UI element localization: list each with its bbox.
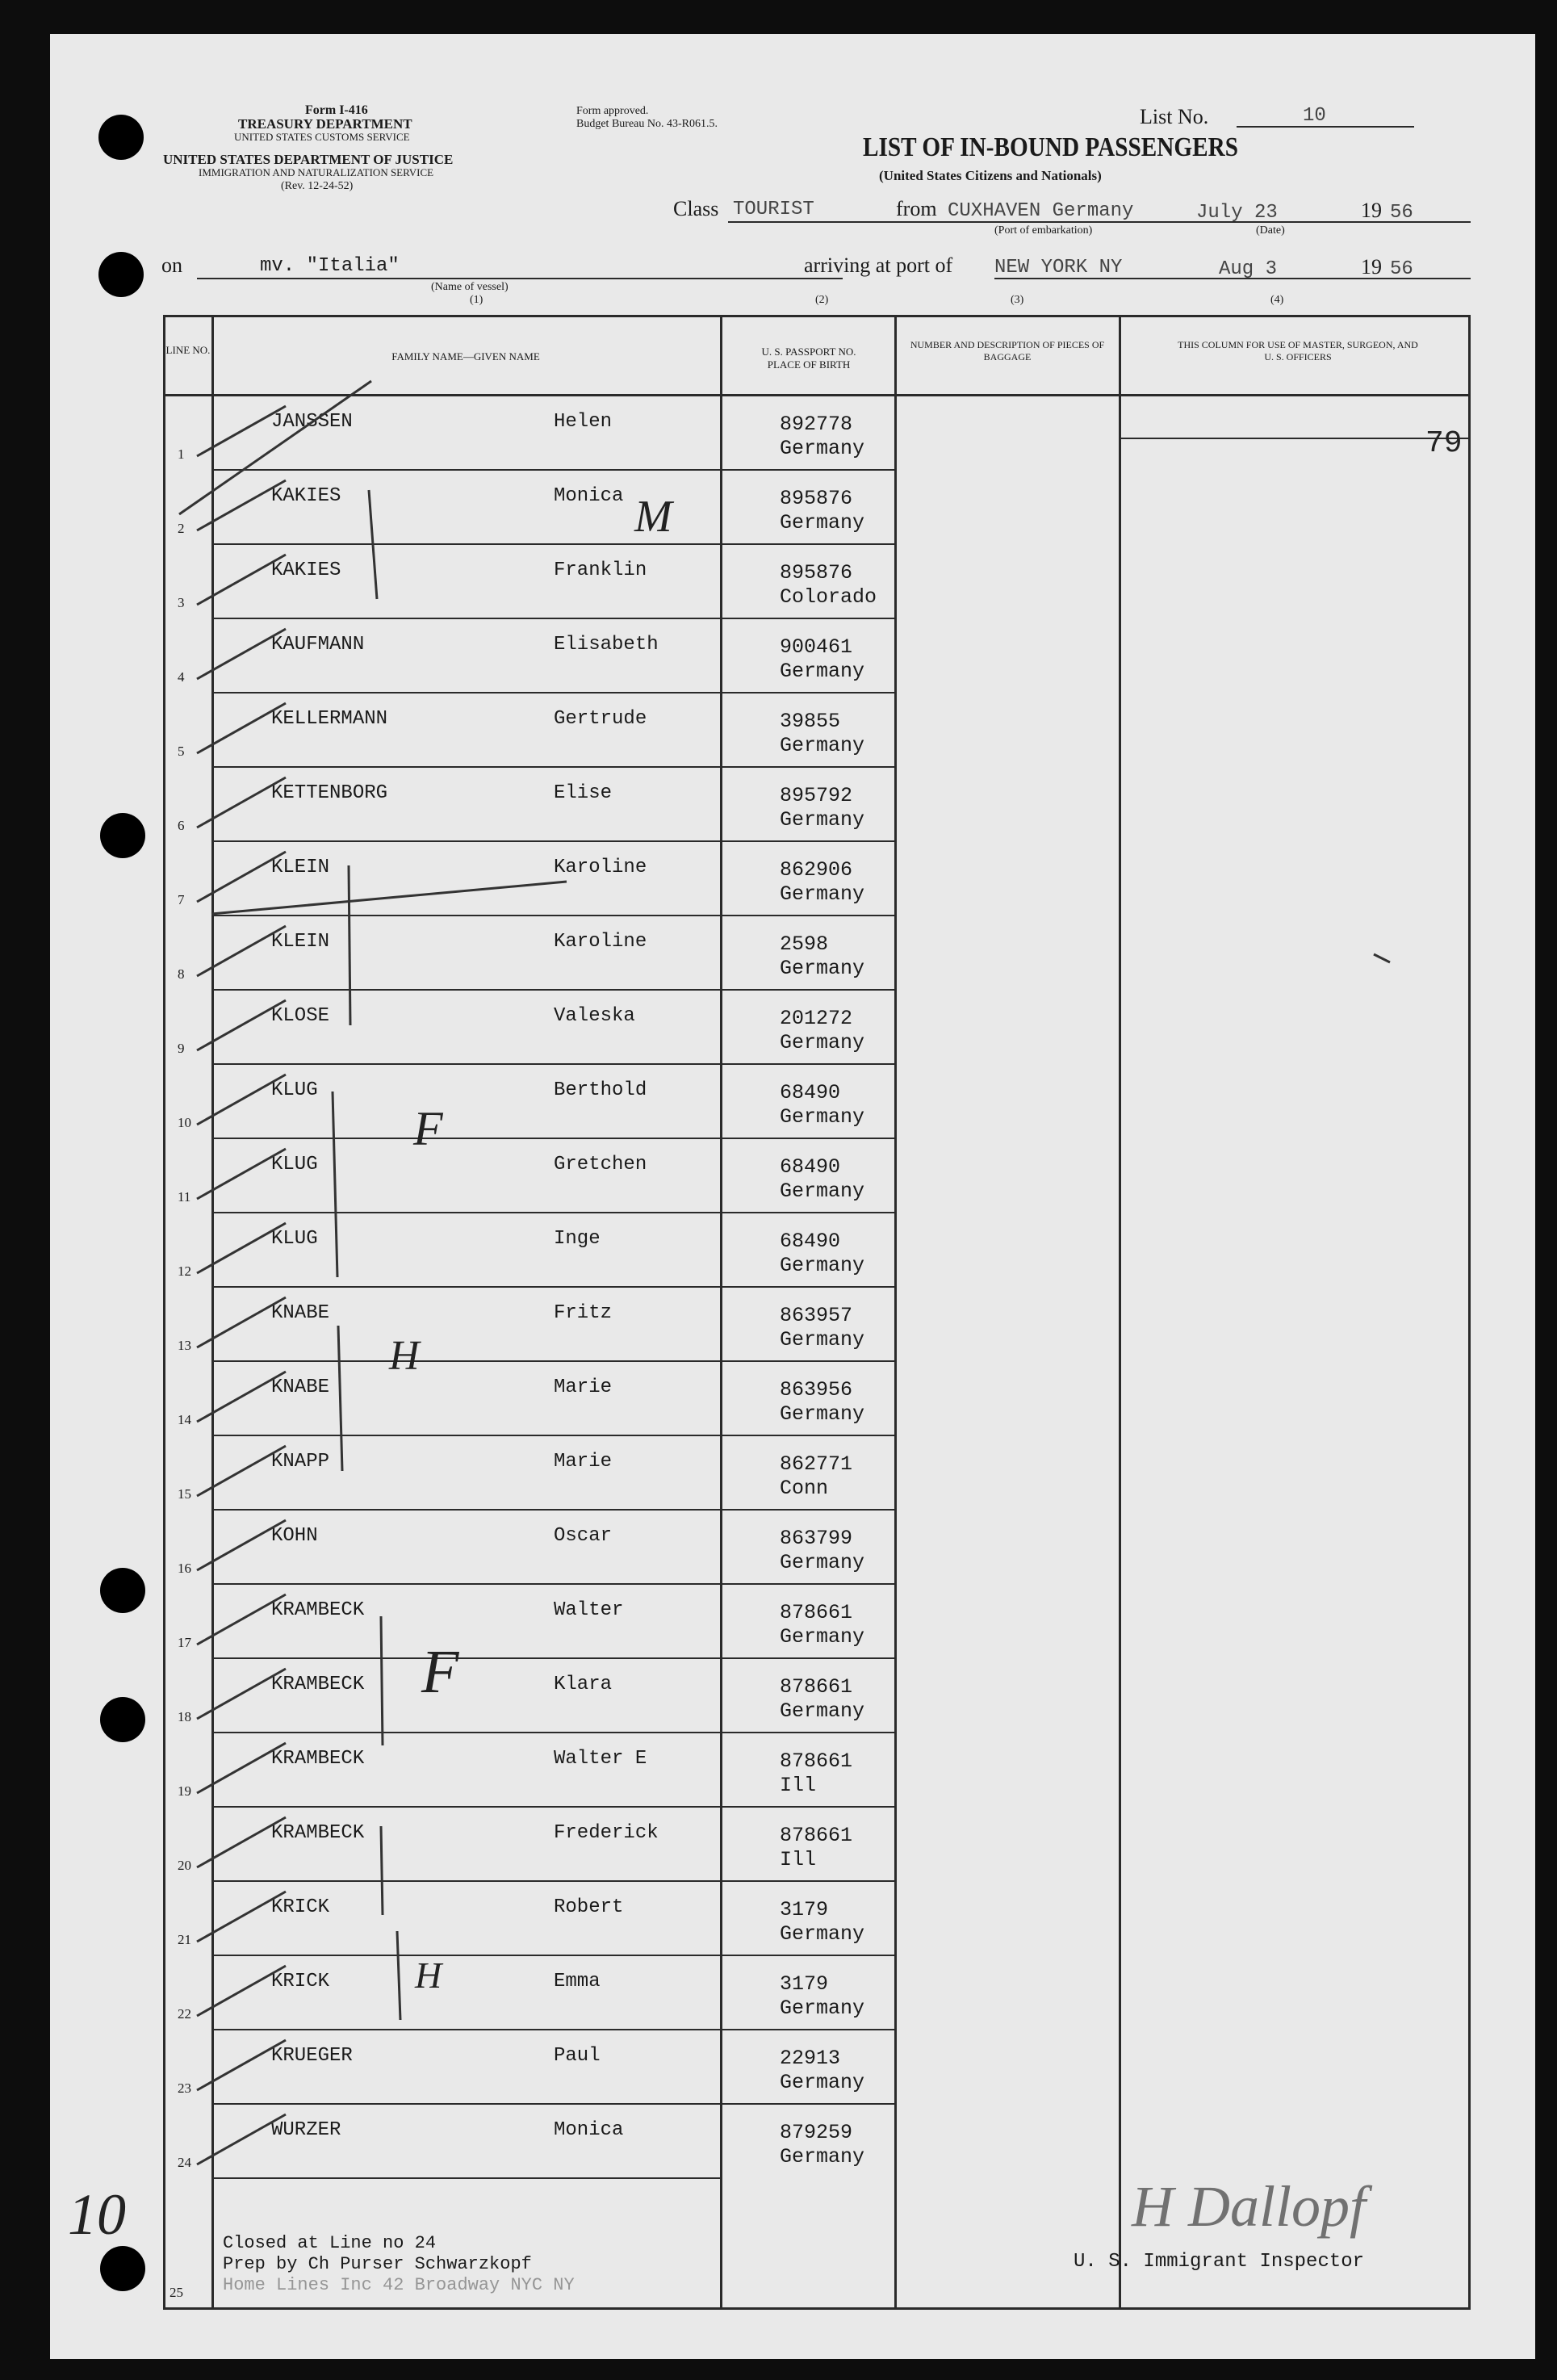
col-header-officers: THIS COLUMN FOR USE OF MASTER, SURGEON, AND U. S. OFFICERS (1178, 339, 1418, 362)
mark-f-1: F (413, 1102, 443, 1155)
passport-number: 900461 (780, 635, 853, 659)
passport-number: 879259 (780, 2121, 853, 2144)
on-label: on (161, 254, 182, 277)
birth-place: Germany (780, 734, 865, 757)
row-rule (211, 2177, 720, 2179)
line-number: 23 (178, 2080, 191, 2096)
passport-number: 878661 (780, 1824, 853, 1847)
table-row (163, 2030, 1471, 2105)
given-name: Monica (554, 2119, 624, 2141)
col-header-baggage: NUMBER AND DESCRIPTION OF PIECES OF BAGGAGE (910, 339, 1105, 362)
inspector-signature: H Dallopf (1132, 2174, 1367, 2239)
line-number: 16 (178, 1561, 191, 1576)
table-row (163, 396, 1471, 471)
col-num-4: (4) (1270, 294, 1284, 306)
given-name: Helen (554, 411, 613, 433)
family-name: KRICK (271, 1971, 330, 1992)
given-name: Klara (554, 1674, 613, 1695)
table-row (163, 768, 1471, 842)
passport-number: 2598 (780, 932, 829, 956)
birth-place: Germany (780, 1699, 865, 1723)
check-mark (197, 1506, 310, 1578)
given-name: Inge (554, 1228, 601, 1250)
birth-place: Ill (780, 1848, 817, 1871)
line-number: 22 (178, 2006, 191, 2022)
birth-place: Conn (780, 1477, 829, 1500)
passport-number: 895876 (780, 487, 853, 510)
check-mark (197, 540, 310, 613)
arrival-date: Aug 3 (1219, 258, 1278, 280)
class-value: TOURIST (733, 199, 814, 220)
birth-place: Germany (780, 1105, 865, 1129)
given-name: Gertrude (554, 708, 647, 730)
birth-place: Germany (780, 1328, 865, 1351)
line-number: 17 (178, 1635, 191, 1650)
given-name: Paul (554, 2045, 601, 2067)
passport-number: 892778 (780, 413, 853, 436)
birth-place: Germany (780, 1551, 865, 1574)
family-name: KLUG (271, 1228, 318, 1250)
given-name: Marie (554, 1376, 613, 1398)
year-value: 56 (1390, 202, 1413, 224)
family-name: KRAMBECK (271, 1674, 365, 1695)
birth-place: Germany (780, 2145, 865, 2168)
passport-number: 68490 (780, 1155, 841, 1179)
family-name: KRAMBECK (271, 1599, 365, 1621)
line-number: 3 (178, 595, 185, 610)
family-name: WURZER (271, 2119, 341, 2141)
birth-place: Germany (780, 2071, 865, 2094)
left-margin-annotation: 10 (68, 2182, 126, 2247)
table-row (163, 619, 1471, 693)
family-name: KLOSE (271, 1005, 330, 1027)
punch-hole (100, 1568, 145, 1613)
punch-hole (98, 115, 144, 160)
passport-number: 878661 (780, 1601, 853, 1624)
manifest-page (50, 34, 1535, 2359)
year-prefix: 19 (1361, 199, 1382, 222)
list-no-label: List No. (1140, 105, 1209, 128)
table-row (163, 1139, 1471, 1213)
line-25-number: 25 (170, 2285, 183, 2300)
check-mark (197, 1060, 310, 1133)
punch-hole (98, 252, 144, 297)
birth-place: Germany (780, 511, 865, 534)
check-mark (197, 689, 310, 761)
check-mark (197, 1951, 310, 2024)
family-name: KAKIES (271, 559, 341, 581)
birth-place: Germany (780, 1997, 865, 2020)
passport-number: 863799 (780, 1527, 853, 1550)
arrival-port: NEW YORK NY (994, 257, 1123, 279)
punch-hole (100, 1697, 145, 1742)
line-number: 11 (178, 1189, 191, 1205)
family-name: JANSSEN (271, 411, 353, 433)
passport-number: 862906 (780, 858, 853, 882)
table-row (163, 1065, 1471, 1139)
form-approved: Form approved. (576, 105, 649, 117)
birth-place: Ill (780, 1774, 817, 1797)
check-mark (197, 911, 310, 984)
family-name: KRAMBECK (271, 1748, 365, 1770)
check-mark (197, 1209, 310, 1281)
line-number: 10 (178, 1115, 191, 1130)
check-mark (197, 1728, 310, 1801)
table-row (163, 1585, 1471, 1659)
table-row (163, 2105, 1471, 2179)
check-mark (197, 1357, 310, 1430)
from-label: from (896, 197, 937, 220)
line-number: 14 (178, 1412, 191, 1427)
inspector-label: U. S. Immigrant Inspector (1074, 2251, 1365, 2273)
birth-place: Germany (780, 1402, 865, 1426)
given-name: Fritz (554, 1302, 613, 1324)
revision: (Rev. 12-24-52) (281, 180, 354, 192)
check-mark (197, 763, 310, 836)
given-name: Valeska (554, 1005, 635, 1027)
line-number: 21 (178, 1932, 191, 1947)
passport-number: 878661 (780, 1675, 853, 1699)
port-embarkation-caption: (Port of embarkation) (994, 224, 1093, 237)
check-mark (197, 1877, 310, 1950)
mark-h-2: H (415, 1955, 442, 1996)
from-value: CUXHAVEN Germany (948, 200, 1134, 222)
customs-service: UNITED STATES CUSTOMS SERVICE (234, 131, 410, 143)
given-name: Walter (554, 1599, 624, 1621)
birth-place: Germany (780, 1180, 865, 1203)
budget-bureau: Budget Bureau No. 43-R061.5. (576, 118, 718, 130)
given-name: Robert (554, 1896, 624, 1918)
table-row (163, 1882, 1471, 1956)
passport-number: 863956 (780, 1378, 853, 1402)
given-name: Franklin (554, 559, 647, 581)
table-row (163, 1956, 1471, 2030)
table-row (163, 1213, 1471, 1288)
family-name: KAUFMANN (271, 634, 365, 656)
given-name: Monica (554, 485, 624, 507)
given-name: Frederick (554, 1822, 659, 1844)
birth-place: Germany (780, 1922, 865, 1946)
page-number-annotation: 79 (1425, 426, 1463, 461)
birth-place: Germany (780, 1254, 865, 1277)
check-mark (197, 1283, 310, 1356)
vessel-caption-num: (1) (470, 294, 483, 306)
line-number: 2 (178, 521, 185, 536)
line-number: 1 (178, 446, 185, 462)
line-number: 18 (178, 1709, 191, 1724)
table-row (163, 1436, 1471, 1511)
col-header-line: LINE NO. (165, 344, 211, 356)
family-name: KNABE (271, 1302, 330, 1324)
treasury-department: TREASURY DEPARTMENT (238, 116, 412, 132)
check-mark (197, 986, 310, 1058)
birth-place: Germany (780, 808, 865, 832)
line-number: 6 (178, 818, 185, 833)
passport-number: 68490 (780, 1081, 841, 1104)
family-name: KLEIN (271, 931, 330, 953)
family-name: KLUG (271, 1079, 318, 1101)
departure-date: July 23 (1196, 202, 1278, 224)
passport-number: 878661 (780, 1749, 853, 1773)
page-subtitle: (United States Citizens and Nationals) (879, 168, 1102, 183)
check-mark (197, 2026, 310, 2098)
agent-note: Home Lines Inc 42 Broadway NYC NY (223, 2275, 575, 2295)
line-number: 20 (178, 1858, 191, 1873)
table-row (163, 1362, 1471, 1436)
class-label: Class (673, 197, 719, 220)
table-row (163, 471, 1471, 545)
col-header-name: FAMILY NAME—GIVEN NAME (391, 350, 540, 362)
passport-number: 39855 (780, 710, 841, 733)
arrival-year: 56 (1390, 258, 1413, 280)
closed-note: Closed at Line no 24 (223, 2233, 437, 2253)
family-name: KRICK (271, 1896, 330, 1918)
given-name: Karoline (554, 857, 647, 878)
passport-number: 862771 (780, 1452, 853, 1476)
line-number: 19 (178, 1783, 191, 1799)
table-row (163, 1808, 1471, 1882)
family-name: KRUEGER (271, 2045, 353, 2067)
mark-f-2: F (421, 1638, 459, 1706)
birth-place: Germany (780, 1031, 865, 1054)
birth-place: Germany (780, 882, 865, 906)
check-mark (197, 2100, 310, 2173)
passport-number: 201272 (780, 1007, 853, 1030)
table-row (163, 693, 1471, 768)
line-number: 13 (178, 1338, 191, 1353)
officers-header-rule (1119, 438, 1471, 439)
check-mark (197, 837, 310, 910)
given-name: Marie (554, 1451, 613, 1473)
arriving-label: arriving at port of (804, 254, 953, 277)
family-name: KRAMBECK (271, 1822, 365, 1844)
line-number: 7 (178, 892, 185, 907)
given-name: Oscar (554, 1525, 613, 1547)
given-name: Emma (554, 1971, 601, 1992)
page-title: LIST OF IN-BOUND PASSENGERS (863, 132, 1238, 162)
list-no-value: 10 (1303, 105, 1326, 127)
family-name: KLUG (271, 1154, 318, 1175)
punch-hole (100, 2246, 145, 2291)
vessel-name: mv. "Italia" (260, 255, 400, 277)
table-row (163, 991, 1471, 1065)
line-number: 8 (178, 966, 185, 982)
punch-hole (100, 813, 145, 858)
line-number: 15 (178, 1486, 191, 1502)
passport-number: 22913 (780, 2047, 841, 2070)
family-name: KAKIES (271, 485, 341, 507)
table-row (163, 1659, 1471, 1733)
family-name: KNAPP (271, 1451, 330, 1473)
birth-place: Germany (780, 660, 865, 683)
date-caption: (Date) (1256, 224, 1285, 237)
given-name: Berthold (554, 1079, 647, 1101)
family-name: KNABE (271, 1376, 330, 1398)
given-name: Elise (554, 782, 613, 804)
passport-number: 895876 (780, 561, 853, 585)
given-name: Elisabeth (554, 634, 659, 656)
form-number: Form I-416 (305, 103, 368, 117)
line-number: 4 (178, 669, 185, 685)
col-num-3: (3) (1011, 294, 1024, 306)
table-row (163, 916, 1471, 991)
table-row (163, 1288, 1471, 1362)
passport-number: 3179 (780, 1898, 829, 1921)
birth-place: Germany (780, 1625, 865, 1649)
arrival-year-prefix: 19 (1361, 255, 1382, 279)
vessel-caption: (Name of vessel) (431, 281, 509, 293)
line-number: 5 (178, 744, 185, 759)
given-name: Walter E (554, 1748, 647, 1770)
passport-number: 895792 (780, 784, 853, 807)
mark-h-1: H (389, 1333, 420, 1379)
line-number: 24 (178, 2155, 191, 2170)
col-header-passport: U. S. PASSPORT NO. PLACE OF BIRTH (761, 346, 856, 371)
check-mark (197, 1580, 310, 1653)
line-number: 9 (178, 1041, 185, 1056)
check-mark (197, 614, 310, 687)
family-name: KETTENBORG (271, 782, 388, 804)
table-row (163, 842, 1471, 916)
table-row (163, 1511, 1471, 1585)
justice-department: UNITED STATES DEPARTMENT OF JUSTICE (163, 152, 454, 167)
passport-number: 863957 (780, 1304, 853, 1327)
check-mark (197, 1803, 310, 1875)
line-number: 12 (178, 1263, 191, 1279)
passport-number: 3179 (780, 1972, 829, 1996)
check-mark (197, 1654, 310, 1727)
table-row (163, 545, 1471, 619)
col-num-2: (2) (815, 294, 829, 306)
birth-place: Germany (780, 437, 865, 460)
passport-number: 68490 (780, 1230, 841, 1253)
given-name: Gretchen (554, 1154, 647, 1175)
prep-note: Prep by Ch Purser Schwarzkopf (223, 2254, 532, 2274)
birth-place: Germany (780, 957, 865, 980)
family-name: KELLERMANN (271, 708, 388, 730)
birth-place: Colorado (780, 585, 877, 609)
check-mark (197, 466, 310, 538)
family-name: KLEIN (271, 857, 330, 878)
immigration-service: IMMIGRATION AND NATURALIZATION SERVICE (199, 166, 434, 178)
check-mark (197, 1134, 310, 1207)
table-row (163, 1733, 1471, 1808)
mark-m: M (634, 492, 672, 542)
check-mark (197, 392, 310, 464)
check-mark (197, 1431, 310, 1504)
given-name: Karoline (554, 931, 647, 953)
family-name: KOHN (271, 1525, 318, 1547)
